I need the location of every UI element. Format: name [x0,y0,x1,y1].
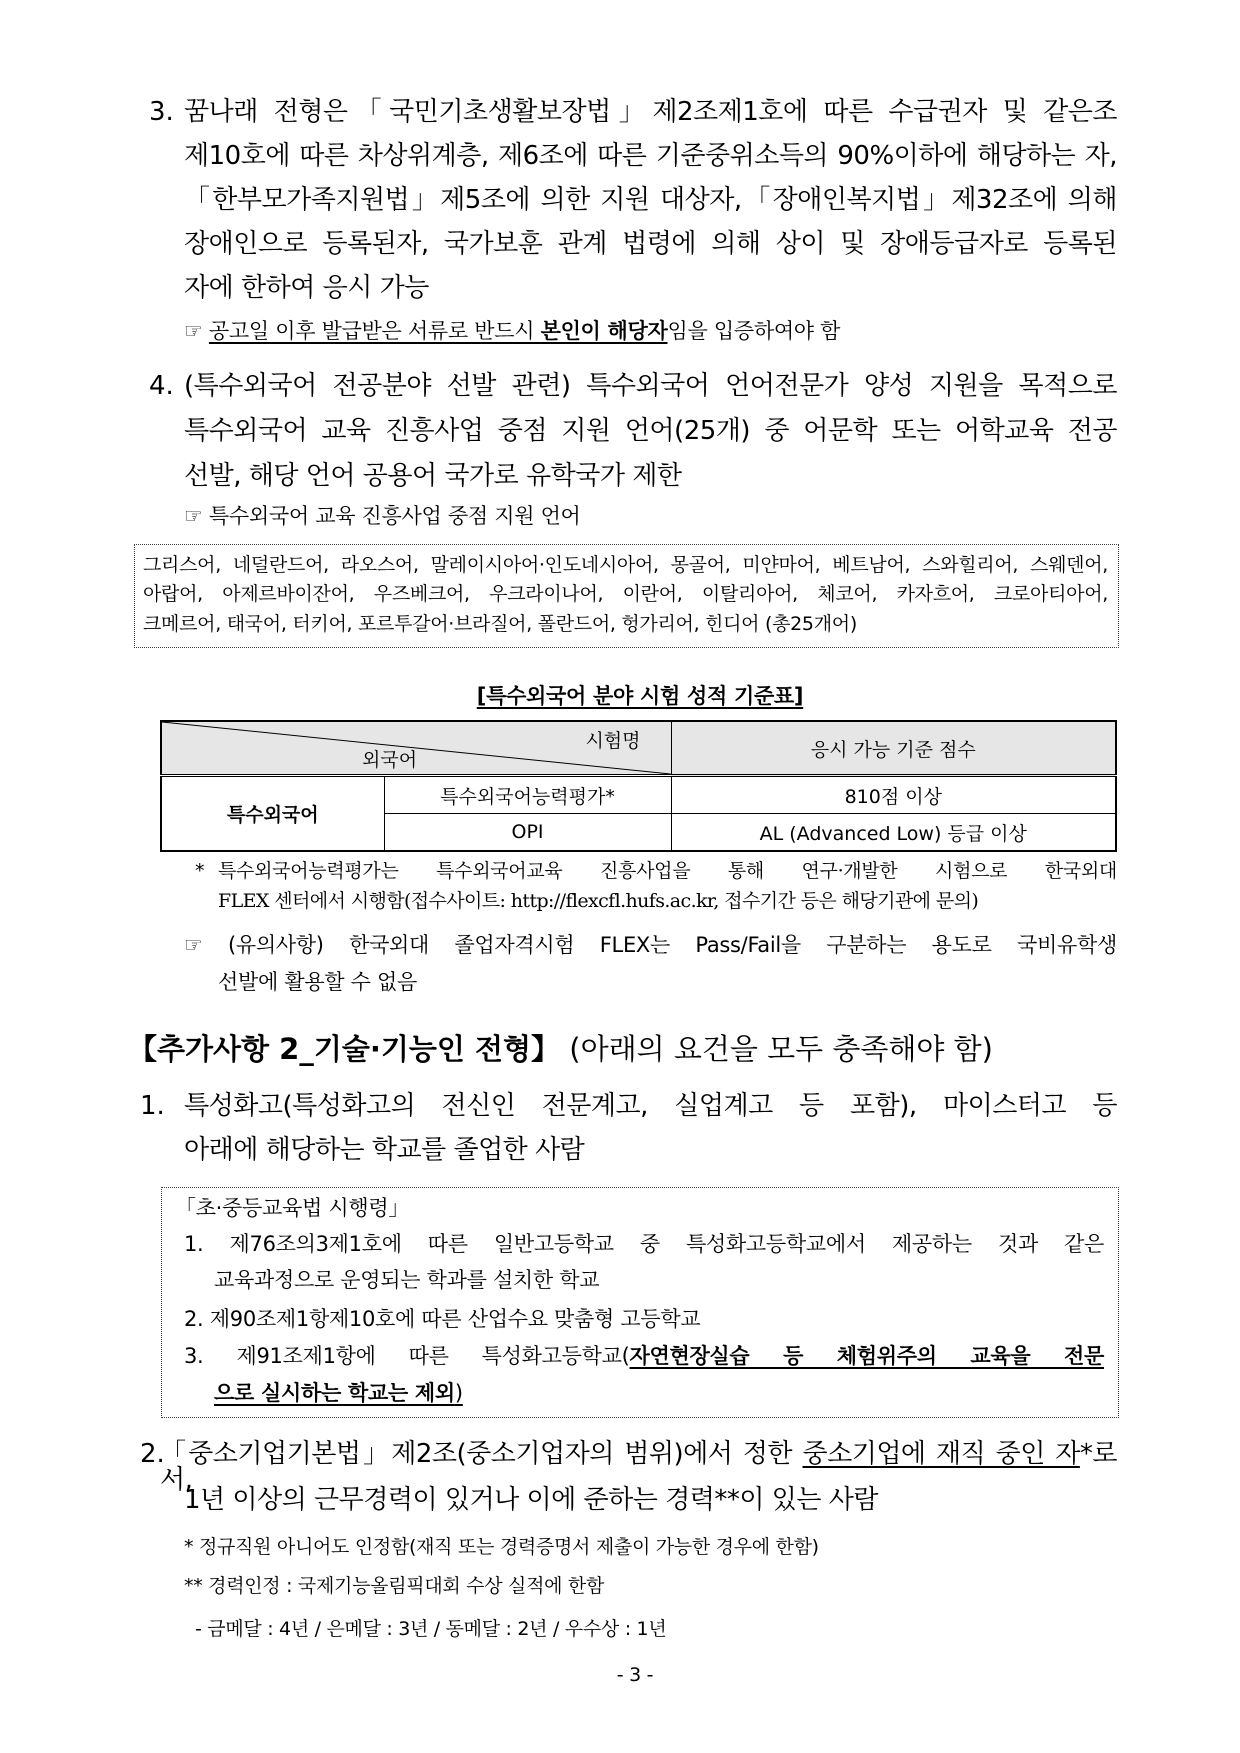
language-cell: 특수외국어 [161,776,384,852]
text-segment: (아래의 요건을 모두 충족해야 함) [560,1032,993,1066]
text-segment: * 정규직원 아니어도 인정함(재직 또는 경력증명서 제출이 가능한 경우에 한함) [184,1536,819,1558]
req1-number: 1. [140,1091,165,1121]
score-table [160,720,1117,852]
school-box-line [214,1383,463,1404]
req1-line [184,1137,584,1163]
text-segment: ) [454,1381,463,1405]
caution-line [184,935,1117,956]
text-segment: 아래에 해당하는 학교를 졸업한 사람 [184,1135,585,1165]
text-segment: *로서, [160,1439,1117,1495]
text-segment: 제10호에 따른 차상위계층, 제6조에 따른 기준중위소득의 90%이하에 해당하는 자, [184,141,1117,171]
school-box-line [214,1270,599,1291]
item4-line [184,373,1117,399]
item3-note [184,321,840,342]
header-language: 외국어 [362,749,418,771]
footnote-line [218,862,1117,881]
item4-number: 4. [149,371,174,401]
school-box-line [184,1309,700,1330]
text-segment: 특수외국어 교육 진흥사업 중점 지원 언어(25개) 중 어문학 또는 어학교육 전공 [184,416,1117,446]
text-segment: 임을 입증하여야 함 [667,319,841,343]
item3-number: 3. [149,97,174,127]
item3-line [184,231,1117,257]
school-box-line [184,1346,1104,1367]
text-segment: 아랍어, 아제르바이잔어, 우즈베크어, 우크라이나어, 이란어, 이탈리아어, 체코어, 카자흐어, 크로아티아어, [143,583,1108,605]
req1-line [184,1093,1117,1119]
text-segment: (특수외국어 전공분야 선발 관련) 특수외국어 언어전문가 양성 지원을 목적으로 [184,371,1117,401]
item4-note [184,506,581,527]
exam-cell: 특수외국어능력평가* [384,776,671,814]
footnote-marker [195,862,204,881]
text-segment: 공고일 이후 발급받은 서류로 반드시 [208,319,541,343]
req2-number: 2. [140,1439,165,1469]
text-segment: ☞ [184,319,209,343]
item3-line [184,143,1117,169]
school-box-title [175,1198,409,1219]
text-segment: 【추가사항 2_기술·기능인 전형】 [128,1032,561,1066]
item4-line [184,463,681,489]
item3-line [184,99,1117,125]
text-segment: 본인이 해당자 [540,319,668,343]
text-segment: 「한부모가족지원법」제5조에 의한 지원 대상자,「장애인복지법」제32조에 의해 [184,185,1117,215]
page-number: - 3 - [616,1664,654,1686]
text-segment: 꿈나래 전형은「국민기초생활보장법」제2조제1호에 따른 수급권자 및 같은조 [184,97,1117,127]
header-exam: 시험명 [585,730,641,752]
text-segment: 특성화고(특성화고의 전신인 전문계고, 실업계고 등 포함), 마이스터고 등 [184,1091,1117,1121]
text-segment: 선발에 활용할 수 없음 [218,970,417,994]
text-segment: 크메르어, 태국어, 터키어, 포르투갈어·브라질어, 폴란드어, 헝가리어, 힌디어 (총25개어) [143,613,857,635]
school-box-line [184,1234,1104,1255]
language-line [143,615,857,634]
caution-line [218,972,417,993]
text-segment: 1년 이상의 근무경력이 있거나 이에 준하는 경력**이 있는 사람 [184,1485,878,1515]
footnote-line [218,892,978,911]
score-cell: AL (Advanced Low) 등급 이상 [671,814,1116,852]
req2-note [184,1538,819,1557]
text-segment: 2. 제90조제1항제10호에 따른 산업수요 맞춤형 고등학교 [184,1307,701,1331]
text-segment: 장애인으로 등록된자, 국가보훈 관계 법령에 의해 상이 및 장애등급자로 등록된 [184,229,1117,259]
text-segment: ** 경력인정 : 국제기능올림픽대회 수상 실적에 한함 [184,1575,605,1597]
item3-line [184,187,1117,213]
text-segment: FLEX 센터에서 시행함(접수사이트: http://flexcfl.hufs.ac.kr, 접수기간 등은 해당기관에 문의) [218,890,979,912]
text-segment: 그리스어, 네덜란드어, 라오스어, 말레이시아어·인도네시아어, 몽골어, 미얀마어, 베트남어, 스와힐리어, 스웨덴어, [143,554,1108,576]
language-line [143,556,1108,575]
text-segment: - 금메달 : 4년 / 은메달 : 3년 / 동메달 : 2년 / 우수상 : 1년 [195,1618,667,1640]
text-segment: 으로 실시하는 학교는 제외 [214,1381,455,1405]
text-segment: 「중소기업기본법」제2조(중소기업자의 범위)에서 정한 [160,1439,803,1469]
text-segment: 선발, 해당 언어 공용어 국가로 유학국가 제한 [184,461,682,491]
text-segment: 「초·중등교육법 시행령」 [175,1196,410,1220]
header-score: 응시 가능 기준 점수 [671,721,1116,776]
diagonal-header-cell [161,721,671,776]
text-segment: ☞ (유의사항) 한국외대 졸업자격시험 FLEX는 Pass/Fail을 구분하는 용도로 국비유학생 [184,933,1117,957]
text-segment: 교육과정으로 운영되는 학과를 설치한 학교 [214,1268,600,1292]
text-segment: 3. 제91조제1항에 따른 특성화고등학교( [184,1344,630,1368]
text-segment: * [195,860,205,882]
text-segment: ☞ 특수외국어 교육 진흥사업 중점 지원 언어 [184,504,581,528]
score-cell: 810점 이상 [671,776,1116,814]
req2-note [184,1577,604,1596]
text-segment: 자연현장실습 등 체험위주의 교육을 전문 [629,1344,1104,1368]
item3-line [184,275,429,301]
text-segment: 1. 제76조의3제1호에 따른 일반고등학교 중 특성화고등학교에서 제공하는 것과 같은 [184,1232,1104,1256]
req2-note [195,1620,666,1639]
table-title: [특수외국어 분야 시험 성적 기준표] [476,684,804,708]
section-heading [128,1032,993,1066]
text-segment: 특수외국어능력평가는 특수외국어교육 진흥사업을 통해 연구·개발한 시험으로 한국외대 [218,860,1117,882]
text-segment: 중소기업에 재직 중인 자 [802,1439,1080,1469]
language-line [143,585,1108,604]
exam-cell: OPI [384,814,671,852]
text-segment: 자에 한하여 응시 가능 [184,273,429,303]
req2-line [184,1487,878,1513]
item4-line [184,418,1117,444]
